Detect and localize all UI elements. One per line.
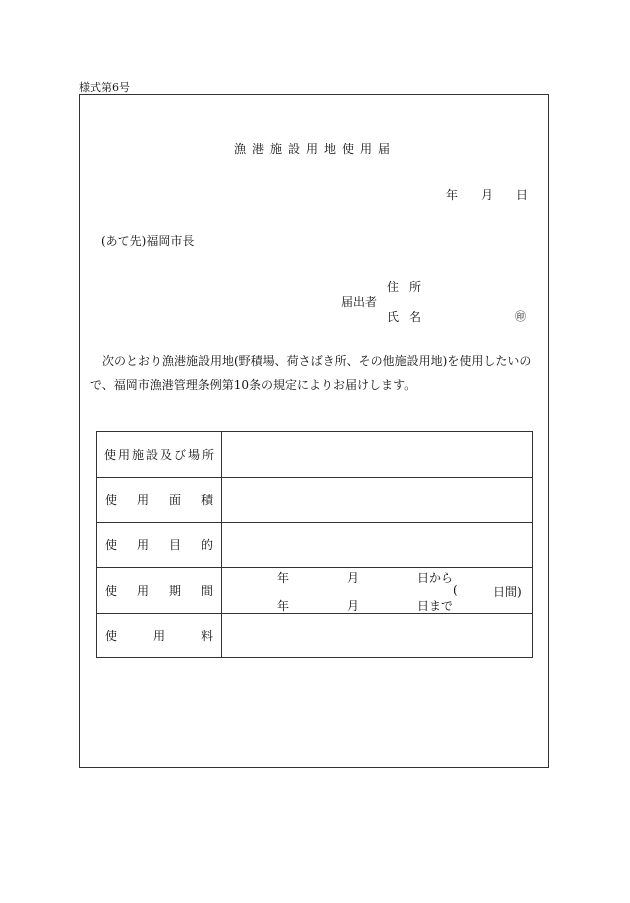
row-fee-char: 使 [105,629,118,643]
date-day: 日 [516,188,529,202]
row-period-char: 間 [200,583,213,598]
row-period-char: 使 [105,583,118,598]
seal-mark: ㊞ [515,310,526,323]
row-purpose-char: 目 [168,538,181,552]
period-days-open: ( [453,583,458,597]
body-text [90,349,540,397]
usage-table [96,431,533,658]
row-fee-label [97,613,221,658]
row-fee-char: 用 [152,629,165,643]
period-from-suffix: 日から [417,571,454,585]
applicant-label: 届出者 [341,295,378,309]
row-period-char: 期 [168,583,181,598]
body-line-1: 次のとおり漁港施設用地(野積場、荷さばき所、その他施設用地)を使用したいの [102,354,532,368]
addressee: (あて先)福岡市長 [101,234,195,248]
address-label-2: 所 [409,280,422,294]
row-fee-char: 料 [200,629,213,643]
body-line-2: で、福岡市漁港管理条例第10条の規定によりお届けします。 [90,378,417,392]
row-purpose-char: 用 [136,538,149,552]
date-month: 月 [481,188,494,202]
period-from-year: 年 [277,571,290,585]
row-purpose-char: 的 [200,538,213,552]
name-label-2: 名 [409,310,422,324]
row-period-char: 用 [136,583,149,598]
row-area-char: 積 [200,493,213,507]
row-area-label [97,477,221,522]
date-year: 年 [446,188,459,202]
period-from-month: 月 [347,571,360,585]
row-facility-location-label [97,432,221,477]
period-to-month: 月 [347,599,360,613]
period-days-close: 日間) [493,585,522,599]
document-title: 漁港施設用地使用届 [233,142,396,156]
period-to-year: 年 [277,599,290,613]
row-area-char: 使 [105,493,118,507]
row-facility-location-text: 使用施設及び場所 [104,448,217,462]
address-label-1: 住 [387,280,400,294]
form-number: 様式第6号 [79,81,130,94]
row-purpose-label [97,522,221,567]
row-period-label [97,567,221,613]
name-label-1: 氏 [387,310,400,324]
row-area-char: 面 [168,493,181,507]
row-area-char: 用 [136,493,149,507]
row-purpose-char: 使 [105,538,118,552]
period-to-suffix: 日まで [417,599,454,613]
table-column-divider [221,432,222,657]
